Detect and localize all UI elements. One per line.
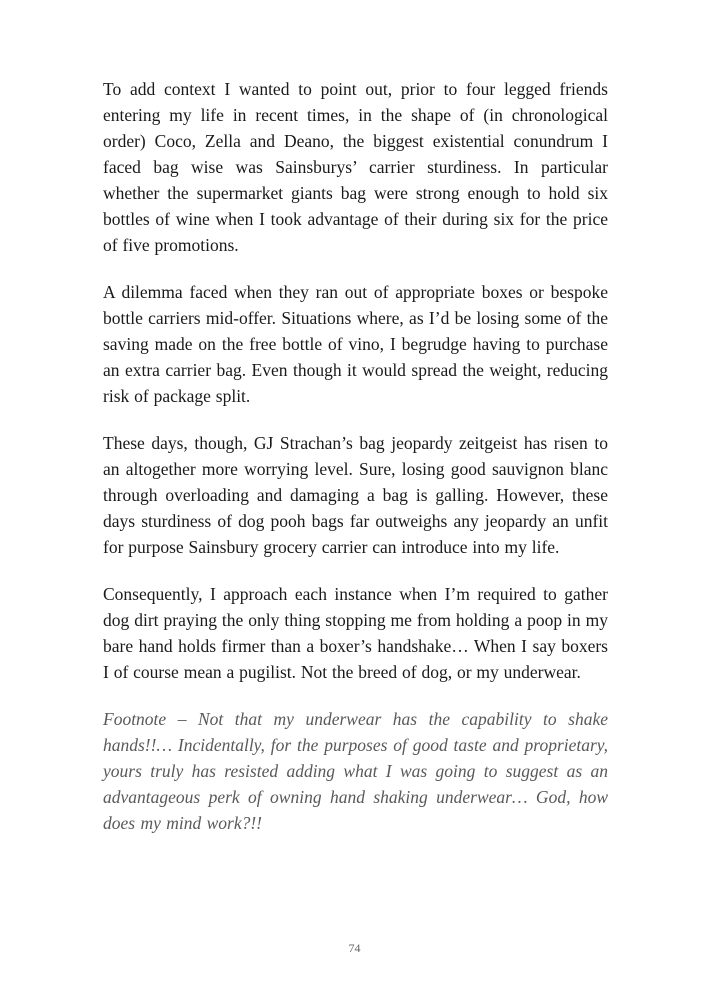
paragraph-1: To add context I wanted to point out, prior to four legged friends entering my life in recent times, in the shape of (in chronological order) Coco, Zella and Deano, the biggest existential conundrum I faced bag wise was Sainsburys’ carrier sturdiness. In particular whether the supermarket giants bag were strong enough to hold six bottles of wine when I took advantage of their during six for the price of five promotions. — [103, 79, 608, 255]
footnote-paragraph: Footnote – Not that my underwear has the capability to shake hands!!… Incidentally, for the purposes of good taste and proprietary, yours truly has resisted adding what I was going to suggest as an advantageous perk of owning hand shaking underwear… God, how does my mind work?!! — [103, 709, 608, 833]
page-number: 74 — [348, 941, 361, 955]
paragraph-2: A dilemma faced when they ran out of appropriate boxes or bespoke bottle carriers mid-offer. Situations where, as I’d be losing some of the saving made on the free bottle of vino, I begrudge having to purchase an extra carrier bag. Even though it would spread the weight, reducing risk of package split. — [103, 282, 608, 406]
paragraph-3: These days, though, GJ Strachan’s bag jeopardy zeitgeist has risen to an altogether more worrying level. Sure, losing good sauvignon blanc through overloading and damaging a bag is galling. However, these days sturdiness of dog pooh bags far outweighs any jeopardy an unfit for purpose Sainsbury grocery carrier can introduce into my life. — [103, 433, 608, 557]
paragraph-4: Consequently, I approach each instance when I’m required to gather dog dirt praying the only thing stopping me from holding a poop in my bare hand holds firmer than a boxer’s handshake… When I say boxers I of course mean a pugilist. Not the breed of dog, or my underwear. — [103, 584, 608, 682]
page-content — [103, 76, 608, 857]
